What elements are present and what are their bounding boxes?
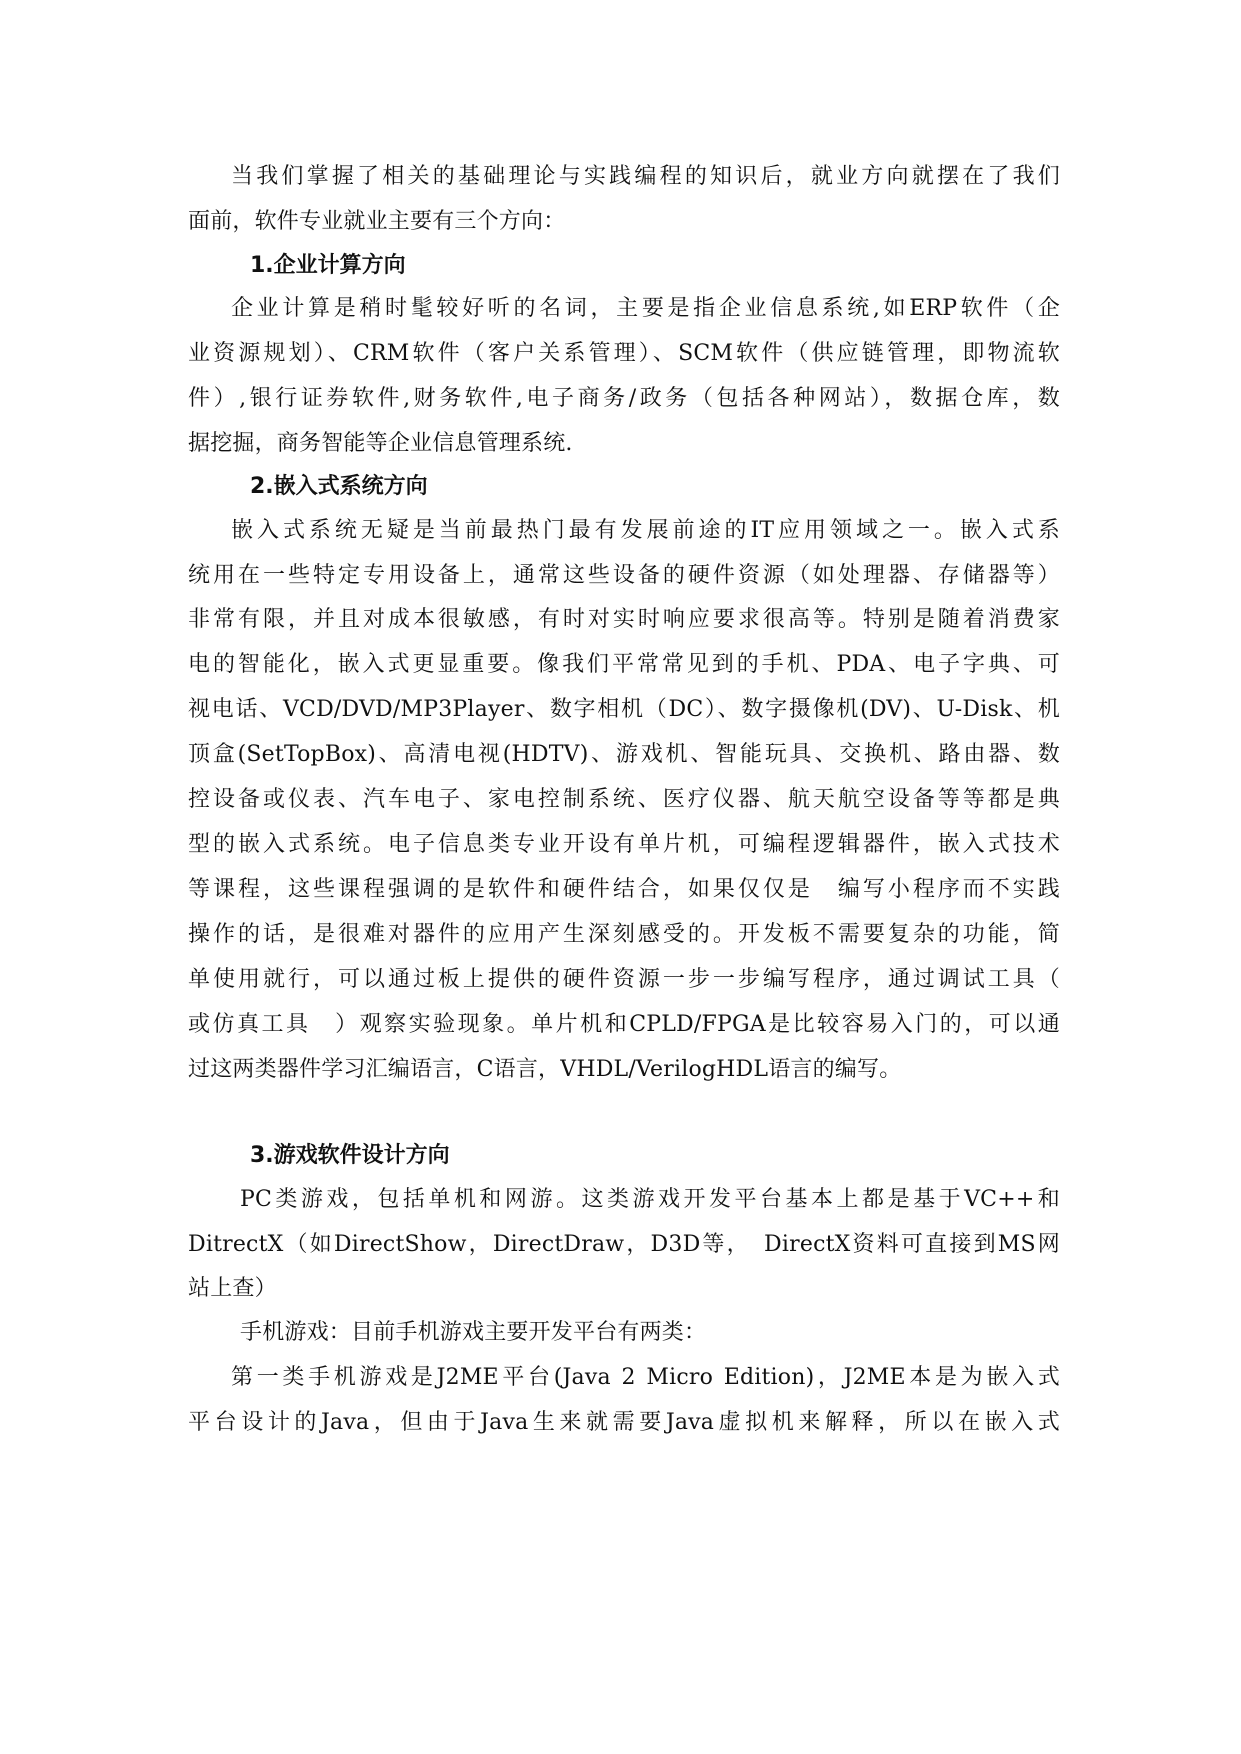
section2-line-6: 顶盒(SetTopBox)、高清电视(HDTV)、游戏机、智能玩具、交换机、路由器、数 [188,742,1060,767]
section2-heading: 2.嵌入式系统方向 [250,474,428,499]
section2-line-2: 统用在一些特定专用设备上，通常这些设备的硬件资源（如处理器、存储器等） [188,563,1060,588]
section2-line-3: 非常有限，并且对成本很敏感，有时对实时响应要求很高等。特别是随着消费家 [188,607,1060,632]
section2-line-10: 操作的话，是很难对器件的应用产生深刻感受的。开发板不需要复杂的功能，简 [188,922,1060,947]
section3-line-4: 手机游戏：目前手机游戏主要开发平台有两类： [240,1320,707,1345]
section3-heading: 3.游戏软件设计方向 [250,1143,450,1168]
section1-line-2: 业资源规划）、CRM软件（客户关系管理）、SCM软件（供应链管理，即物流软 [188,341,1060,366]
section2-line-12: 或仿真工具 ）观察实验现象。单片机和CPLD/FPGA是比较容易入门的，可以通 [188,1012,1060,1037]
section2-line-9: 等课程，这些课程强调的是软件和硬件结合，如果仅仅是 编写小程序而不实践 [188,877,1060,902]
section2-line-11: 单使用就行，可以通过板上提供的硬件资源一步一步编写程序，通过调试工具（ [188,967,1060,992]
section2-line-8: 型的嵌入式系统。电子信息类专业开设有单片机，可编程逻辑器件，嵌入式技术 [188,832,1060,857]
section1-heading: 1.企业计算方向 [250,253,406,278]
section2-line-7: 控设备或仪表、汽车电子、家电控制系统、医疗仪器、航天航空设备等等都是典 [188,787,1060,812]
section1-line-3: 件）,银行证券软件,财务软件,电子商务/政务（包括各种网站），数据仓库，数 [188,386,1060,411]
section1-line-1: 企业计算是稍时髦较好听的名词，主要是指企业信息系统,如ERP软件（企 [231,296,1060,321]
intro-line-2: 面前，软件专业就业主要有三个方向： [188,209,566,234]
section3-line-2: DitrectX（如DirectShow，DirectDraw，D3D等， DirectX资料可直接到MS网 [188,1232,1060,1257]
section3-line-1: PC类游戏，包括单机和网游。这类游戏开发平台基本上都是基于VC++和 [240,1187,1060,1212]
section3-line-6: 平台设计的Java，但由于Java生来就需要Java虚拟机来解释，所以在嵌入式 [188,1410,1060,1435]
section2-line-4: 电的智能化，嵌入式更显重要。像我们平常常见到的手机、PDA、电子字典、可 [188,652,1060,677]
section2-line-13: 过这两类器件学习汇编语言，C语言，VHDL/VerilogHDL语言的编写。 [188,1057,902,1082]
section3-line-5: 第一类手机游戏是J2ME平台(Java 2 Micro Edition)，J2ME本是为嵌入式 [231,1365,1060,1390]
section2-line-5: 视电话、VCD/DVD/MP3Player、数字相机（DC）、数字摄像机(DV)、U-Disk、机 [188,697,1060,722]
section2-line-1: 嵌入式系统无疑是当前最热门最有发展前途的IT应用领域之一。嵌入式系 [231,518,1060,543]
section3-line-3: 站上查） [188,1276,277,1301]
intro-line-1: 当我们掌握了相关的基础理论与实践编程的知识后，就业方向就摆在了我们 [231,164,1060,189]
section1-line-4: 据挖掘，商务智能等企业信息管理系统. [188,431,573,456]
